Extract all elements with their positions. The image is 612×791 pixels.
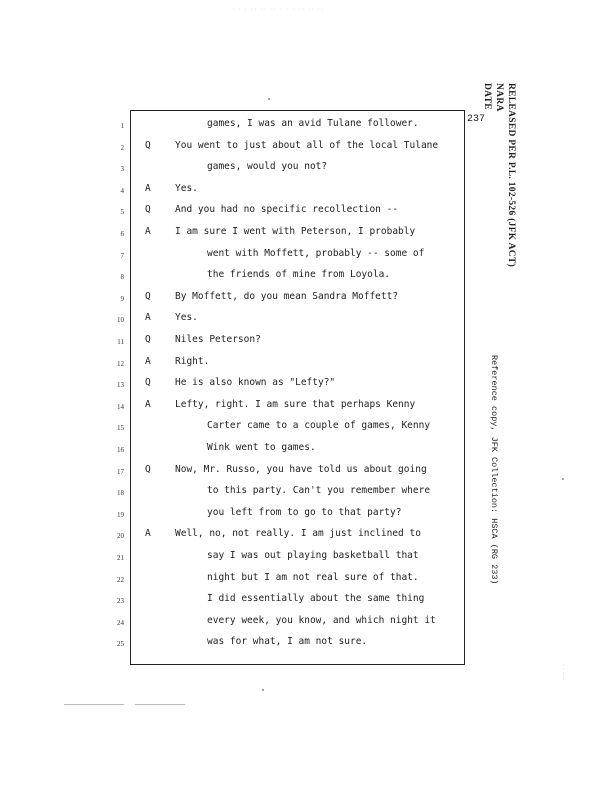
transcript-line: [0, 526, 470, 546]
line-number: 22: [117, 575, 124, 584]
transcript-line: [0, 202, 470, 222]
testimony-text: You went to just about all of the local Tulane: [175, 139, 439, 151]
transcript-line: [0, 224, 470, 244]
testimony-text: Lefty, right. I am sure that perhaps Kenny: [175, 398, 416, 410]
line-number: 12: [117, 359, 124, 368]
line-number: 20: [117, 532, 124, 541]
transcript-line: [0, 483, 470, 503]
page-number: 237: [467, 114, 486, 125]
line-number: 23: [117, 597, 124, 606]
testimony-text: games, I was an avid Tulane follower.: [207, 118, 419, 129]
line-number: 11: [117, 338, 124, 346]
transcript-line: [0, 397, 470, 417]
speaker-label: Q: [145, 463, 151, 475]
line-number: 4: [120, 186, 124, 195]
transcript-line: [0, 634, 470, 654]
transcript-line: [0, 289, 470, 309]
transcript-line: [0, 159, 470, 179]
speaker-label: Q: [145, 290, 151, 302]
transcript-line: [0, 462, 470, 482]
testimony-text: Well, no, not really. I am just inclined to: [175, 528, 421, 540]
testimony-text: Now, Mr. Russo, you have told us about going: [175, 463, 427, 475]
speaker-label: A: [145, 355, 151, 367]
testimony-text: And you had no specific recollection --: [175, 204, 399, 216]
testimony-text: say I was out playing basketball that: [207, 550, 419, 561]
testimony-text: night but I am not real sure of that.: [207, 571, 419, 583]
line-number: 18: [117, 489, 124, 498]
transcript-line: [0, 375, 470, 395]
release-stamp-line-1: RELEASED PER P.L. 102-526 (JFK ACT): [506, 83, 516, 268]
transcript-line: [0, 332, 470, 352]
transcript-line: [0, 570, 470, 590]
speaker-label: A: [145, 528, 151, 540]
testimony-text: Niles Peterson?: [175, 334, 261, 345]
testimony-text: Yes.: [175, 182, 198, 194]
transcript-line: [0, 548, 470, 568]
testimony-text: to this party. Can't you remember where: [207, 485, 431, 497]
transcript-line: [0, 310, 470, 330]
line-number: 6: [120, 230, 124, 238]
line-number: 3: [120, 165, 124, 174]
scan-mark: [135, 704, 185, 705]
transcript-line: [0, 613, 470, 633]
transcript-line: [0, 246, 470, 266]
testimony-text: games, would you not?: [207, 161, 328, 173]
transcript-line: [0, 116, 470, 136]
line-number: 5: [120, 208, 124, 217]
testimony-text: He is also known as "Lefty?": [175, 377, 336, 389]
scan-speck: [268, 98, 270, 100]
speaker-label: A: [145, 398, 151, 410]
transcript-line: [0, 505, 470, 525]
line-number: 17: [117, 467, 124, 476]
speaker-label: Q: [145, 377, 151, 389]
scan-mark: [64, 704, 124, 705]
line-number: 1: [120, 122, 124, 130]
speaker-label: A: [145, 312, 151, 324]
transcript-line: [0, 354, 470, 374]
line-number: 24: [117, 618, 124, 627]
line-number: 7: [120, 251, 124, 260]
testimony-text: the friends of mine from Loyola.: [207, 269, 391, 281]
scan-speck: [562, 478, 564, 480]
testimony-text: Right.: [175, 355, 210, 367]
line-number: 13: [117, 381, 124, 390]
speaker-label: A: [145, 182, 151, 194]
transcript-line: [0, 418, 470, 438]
speaker-label: Q: [145, 139, 151, 151]
testimony-text: Wink went to games.: [207, 442, 316, 453]
speaker-label: Q: [145, 334, 151, 345]
testimony-text: I did essentially about the same thing: [207, 593, 425, 605]
faint-header-text: · · · ·· ·· ·· · · · ·· ·· ··: [232, 6, 325, 13]
line-number: 16: [117, 446, 124, 454]
testimony-text: every week, you know, and which night it: [207, 614, 436, 626]
line-number: 8: [120, 273, 124, 282]
testimony-text: I am sure I went with Peterson, I probably: [175, 226, 416, 237]
testimony-text: you left from to go to that party?: [207, 506, 402, 518]
transcript-line: [0, 138, 470, 158]
speaker-label: Q: [145, 204, 151, 216]
release-stamp-line-2: NARA: [494, 83, 504, 112]
reference-copy-note: Reference copy, JFK Collection: HSCA (RG 233): [489, 355, 499, 585]
transcript-line: [0, 440, 470, 460]
testimony-text: went with Moffett, probably -- some of: [207, 247, 425, 259]
line-number: 10: [117, 316, 124, 325]
release-stamp-line-3: DATE: [482, 83, 492, 110]
line-number: 15: [117, 424, 124, 433]
line-number: 9: [120, 294, 124, 303]
testimony-text: By Moffett, do you mean Sandra Moffett?: [175, 290, 399, 302]
transcript-line: [0, 267, 470, 287]
speaker-label: A: [145, 226, 151, 237]
testimony-text: was for what, I am not sure.: [207, 636, 368, 648]
testimony-text: Yes.: [175, 312, 198, 324]
line-number: 25: [117, 640, 124, 649]
transcript-line: [0, 181, 470, 201]
transcript-line: [0, 591, 470, 611]
margin-scribble: · · · · ·: [560, 664, 566, 681]
line-number: 19: [117, 510, 124, 519]
line-number: 14: [117, 402, 124, 411]
scan-speck: [262, 689, 264, 691]
line-number: 2: [120, 143, 124, 152]
testimony-text: Carter came to a couple of games, Kenny: [207, 420, 431, 432]
line-number: 21: [117, 554, 124, 562]
